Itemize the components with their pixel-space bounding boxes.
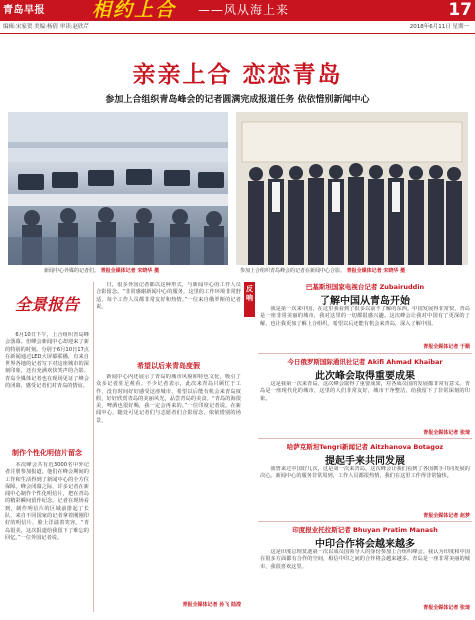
quote-paragraph: 我曾来过中国好几次，这是第一次来青岛。这次峰会让我们看到了各国携手共同发展的决心。新闻中心的服务非常周到，工作人员都很热情，我们在这里工作得非常愉快。: [260, 466, 470, 480]
intro-paragraph: 6月10日下午，上合组织青岛峰会落幕。但峰会新闻中心却迎来了新的特别的时刻。分别于6月10日17点在新闻通过LED大屏幕联播，有来自世界各地的记者写下对这座城市的深刻印象，还有充满欢快笑声的合影。青岛全媒体记者也在现场见证了峰会的闭幕，感受记者们对青岛的情谊。: [5, 332, 89, 390]
issue-date: 2018年6月11日 星期一: [409, 24, 469, 30]
body-paragraph: 本次峰会共有近3000名中外记者注册参加报道，他们在峰会期间的工作和生活得到了新闻中心的全方位保障。峰会闭幕之际，许多记者在新闻中心制作个性化明信片，把在青岛的精彩瞬间留作纪念。记者在现场看到，制作明信片的区域前排起了长队，来自不同国家的记者拿着刚刚印好的明信片，脸上洋溢着笑容。“青岛很美，这次报道给我留下了难忘的回忆。”一位外国记者说。: [5, 462, 89, 541]
feedback-item-title: [260, 357, 470, 382]
feedback-tag: 反响: [244, 282, 255, 317]
column-logo: 全景报告: [14, 295, 79, 314]
quote-headline: 了解中国从青岛开始: [320, 296, 410, 307]
section-heading: 希望以后来青岛度假: [137, 362, 200, 370]
photo-caption-left: [44, 266, 234, 276]
body-paragraph: 日，很多外国记者都以这种形式，与新闻中心的工作人员合影留念。“非常感谢新闻中心的服务，这里的工作环境非常舒适，每个工作人员都非常友好和热情。”一位来自俄罗斯的记者说。: [96, 282, 241, 310]
article-body-left: [5, 462, 89, 610]
article-credit: 青报全媒体记者 孙飞 陆滢: [182, 602, 241, 608]
feedback-credit: 青报全媒体记者 于顺: [423, 344, 470, 350]
page-subheadline: 参加上合组织青岛峰会的记者圆满完成报道任务 依依惜别新闻中心: [105, 95, 370, 105]
photo-journalists-at-desks: [8, 112, 228, 265]
interviewee-role: 印度报业托拉斯记者 Bhuyan Pratim Manash: [292, 526, 438, 534]
masthead-bar: [0, 0, 475, 21]
article-body-middle-top: [96, 282, 241, 356]
interviewee-role: 哈萨克斯坦Tengri新闻记者 Aitzhanova Botagoz: [286, 443, 444, 451]
quote-paragraph: 我是第一次来中国，在这里我看到了很多以前不了解的东西。中国发展得非常快，青岛是一座非常美丽的城市，我对这里的一切都很感兴趣。这次峰会让我对中国有了更深的了解，也让我更加了解上合组织。希望以后还能有机会来青岛，深入了解中国。: [260, 306, 470, 327]
feedback-item-body: [260, 466, 470, 510]
photo-credit: 青报全媒体记者 宋晓华 摄: [100, 268, 160, 274]
feedback-item-body: [260, 549, 470, 601]
photo-group-journalists: [236, 112, 468, 265]
divider: [258, 521, 472, 522]
caption-text: 参加上合组织青岛峰会的记者在新闻中心合影。: [240, 268, 346, 274]
feedback-item-title: [260, 442, 470, 467]
page-number: 17: [448, 0, 472, 20]
quote-paragraph: 这是我第一次来青岛，这次峰会取得了重要成果，对各成员国的发展都非常有意义。青岛是一座现代化的城市，这里的人们非常友好，城市干净整洁，给我留下了非常深刻的印象。: [260, 381, 470, 402]
divider: [258, 438, 472, 439]
info-bar: [0, 22, 475, 34]
feedback-item-body: [260, 306, 470, 342]
quote-headline: 中印合作将会越来越多: [315, 539, 415, 550]
column-subtitle: ——风从海上来: [198, 3, 290, 17]
feedback-item-title: [260, 282, 470, 307]
column-logo-box: [4, 282, 90, 328]
divider: [258, 353, 472, 354]
feedback-credit: 青报全媒体记者 赵梦: [423, 513, 470, 519]
article-intro: [5, 332, 89, 444]
feedback-credit: 青报全媒体记者 张琦: [423, 605, 470, 611]
quote-headline: 提起手来共同发展: [325, 456, 405, 467]
interviewee-role: 今日俄罗斯国际通讯社记者 Akifi Ahmad Khaibar: [287, 358, 443, 366]
column-divider: [93, 282, 94, 612]
quote-paragraph: 这是印度总理莫迪第一次以成员国领导人的身份参加上合组织峰会。我认为印度和中国在很多方面都有合作的空间，相信中印之间的合作将会越来越多。青岛是一座非常美丽的城市，我很喜欢这里。: [260, 549, 470, 570]
newspaper-logo: 青岛早报: [3, 5, 45, 16]
caption-text: 新闻中心外媒的记者们。: [44, 268, 100, 274]
article-body-middle: [96, 374, 241, 598]
section-heading: 制作个性化明信片留念: [12, 449, 82, 457]
interviewee-role: 巴基斯坦国家电视台记者 Zubairuddin: [305, 283, 425, 291]
editors-line: 编辑:宋家贺 美编:杨倩 审读:赵欣芹: [3, 24, 90, 30]
quote-headline: 此次峰会取得重要成果: [315, 371, 415, 382]
page-headline: 亲亲上合 恋恋青岛: [132, 61, 343, 88]
photo-caption-right: [240, 266, 470, 276]
body-paragraph: 新闻中心内还展示了青岛的城市风貌和特色文化，吸引了众多记者驻足观看。不少记者表示，此次来青岛只顾忙于工作，没有时间好好感受这座城市，希望以后能有机会来青岛度假，好好欣赏青岛的美丽风光，品尝青岛的美食。“青岛的海很美，啤酒也很好喝，我一定会再来的。”一位印度记者说。在新闻中心，随处可见记者们与志愿者们合影留念，依依惜别的场景。: [96, 374, 241, 424]
column-series-title: 相约上合: [92, 0, 177, 21]
feedback-item-body: [260, 381, 470, 425]
photo-credit: 青报全媒体记者 宋晓华 摄: [346, 268, 406, 274]
feedback-credit: 青报全媒体记者 张琦: [423, 430, 470, 436]
feedback-item-title: [260, 525, 470, 550]
